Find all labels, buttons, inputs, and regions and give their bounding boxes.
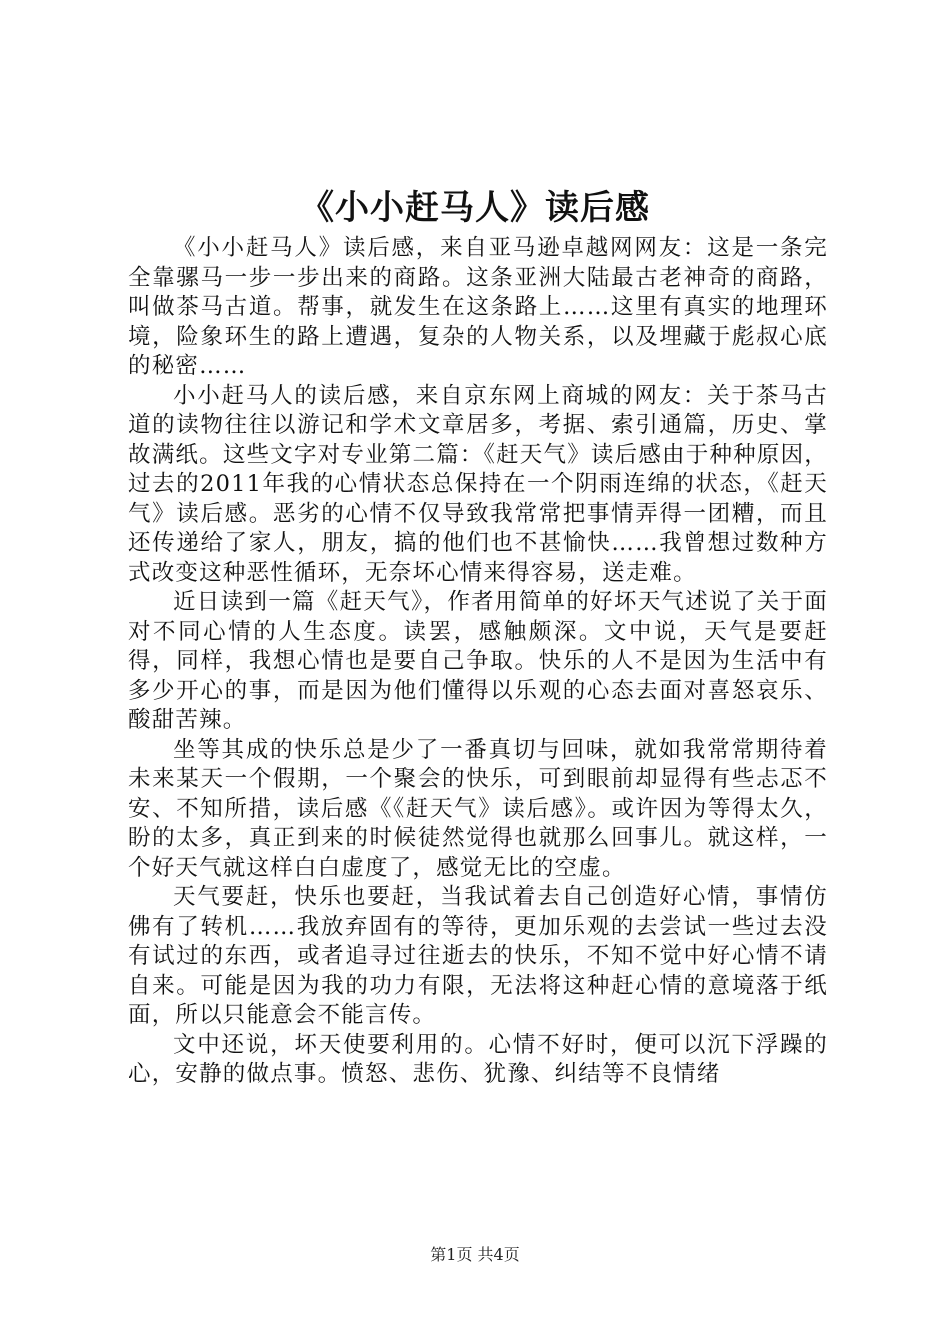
paragraph: 坐等其成的快乐总是少了一番真切与回味，就如我常常期待着未来某天一个假期，一个聚会的快乐，可到眼前却显得有些忐忑不安、不知所措，读后感《《赶天气》读后感》。或许因为等得太久，盼的太多，真正到来的时候徒然觉得也就那么回事儿。就这样，一个好天气就这样白白虚度了，感觉无比的空虚。 (128, 736, 828, 881)
document-body (128, 234, 828, 1090)
document-title: 《小小赶马人》读后感 (300, 188, 650, 228)
page-footer: 第1页 共4页 (430, 1245, 520, 1264)
paragraph: 文中还说，坏天使要利用的。心情不好时，便可以沉下浮躁的心，安静的做点事。愤怒、悲伤、犹豫、纠结等不良情绪 (128, 1031, 828, 1087)
paragraph: 近日读到一篇《赶天气》，作者用简单的好坏天气述说了关于面对不同心情的人生态度。读罢，感触颇深。文中说，天气是要赶得，同样，我想心情也是要自己争取。快乐的人不是因为生活中有多少开心的事，而是因为他们懂得以乐观的心态去面对喜怒哀乐、酸甜苦辣。 (128, 589, 828, 733)
paragraph: 天气要赶，快乐也要赶，当我试着去自己创造好心情，事情仿佛有了转机……我放弃固有的等待，更加乐观的去尝试一些过去没有试过的东西，或者追寻过往逝去的快乐，不知不觉中好心情不请自来。可能是因为我的功力有限，无法将这种赶心情的意境落于纸面，所以只能意会不能言传。 (128, 884, 828, 1028)
paragraph: 小小赶马人的读后感，来自京东网上商城的网友：关于茶马古道的读物往往以游记和学术文章居多，考据、索引通篇，历史、掌故满纸。这些文字对专业第二篇：《赶天气》读后感由于种种原因，过去的2011年我的心情状态总保持在一个阴雨连绵的状态，《赶天气》读后感。恶劣的心情不仅导致我常常把事情弄得一团糟，而且还传递给了家人，朋友，搞的他们也不甚愉快……我曾想过数种方式改变这种恶性循环，无奈坏心情来得容易，送走难。 (128, 382, 828, 586)
paragraph: 《小小赶马人》读后感，来自亚马逊卓越网网友：这是一条完全靠骡马一步一步出来的商路。这条亚洲大陆最古老神奇的商路，叫做茶马古道。帮事，就发生在这条路上……这里有真实的地理环境，险象环生的路上遭遇，复杂的人物关系，以及埋藏于彪叔心底的秘密…… (128, 235, 828, 379)
